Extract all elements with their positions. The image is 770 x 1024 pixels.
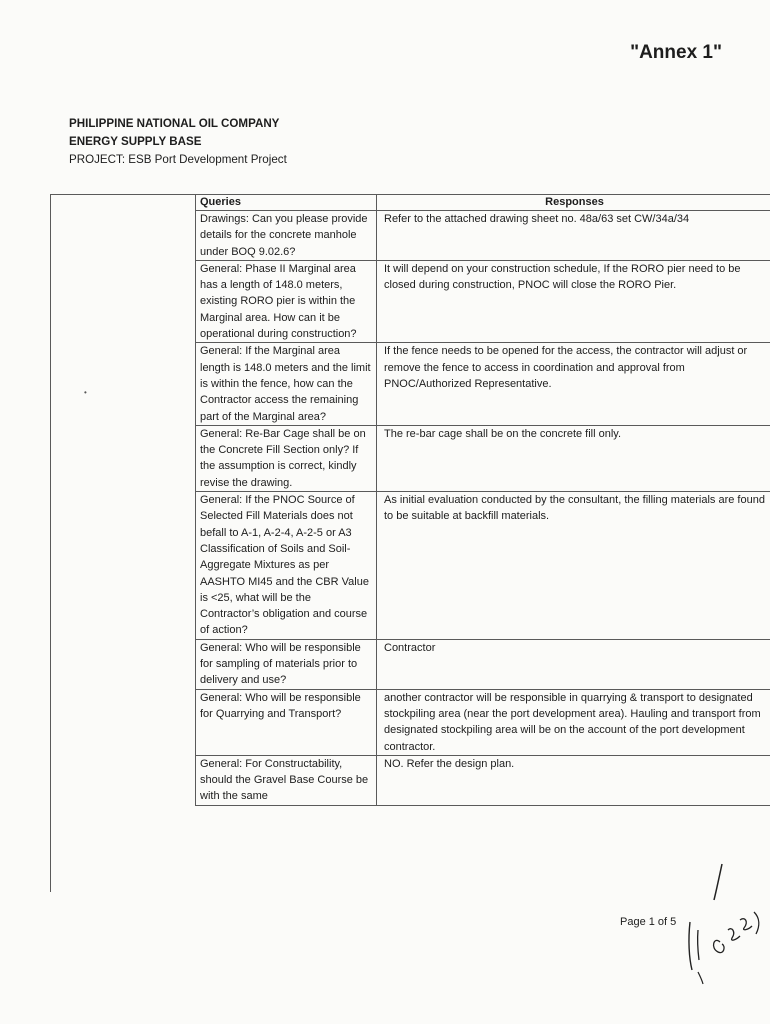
query-cell: General: Who will be responsible for Quarrying and Transport?	[196, 689, 377, 755]
response-cell: another contractor will be responsible in quarrying & transport to designated stockpiling area (near the port development area). Hauling and transport from designated stockpiling area will be on the account of the port development contractor.	[377, 689, 770, 755]
project-name: PROJECT: ESB Port Development Project	[69, 153, 287, 166]
table-row	[196, 689, 770, 755]
query-cell: General: If the Marginal area length is 148.0 meters and the limit is within the fence, how can the Contractor access the remaining part of the Marginal area?	[196, 343, 377, 425]
query-cell: General: Re-Bar Cage shall be on the Concrete Fill Section only? If the assumption is correct, kindly revise the drawing.	[196, 425, 377, 491]
table-row	[196, 492, 770, 640]
table-row	[196, 755, 770, 805]
table-header-row	[196, 195, 770, 211]
response-cell: If the fence needs to be opened for the access, the contractor will adjust or remove the fence to access in coordination and approval from PNOC/Authorized Representative.	[377, 343, 770, 425]
response-cell: Refer to the attached drawing sheet no. 48a/63 set CW/34a/34	[377, 211, 770, 261]
table-row	[196, 211, 770, 261]
scan-mark: •	[84, 388, 87, 397]
document-header	[69, 115, 287, 169]
query-cell: Drawings: Can you please provide details for the concrete manhole under BOQ 9.02.6?	[196, 211, 377, 261]
queries-header: Queries	[196, 195, 377, 211]
query-cell: General: If the PNOC Source of Selected Fill Materials does not befall to A-1, A-2-4, A-2-5 or A3 Classification of Soils and Soil-Aggregate Mixtures as per AASHTO MI45 and the CBR Value is <25, what will be the Contractor’s obligation and course of action?	[196, 492, 377, 640]
queries-table	[195, 194, 770, 806]
annex-label: "Annex 1"	[630, 42, 722, 63]
query-cell: General: Who will be responsible for sampling of materials prior to delivery and use?	[196, 639, 377, 689]
table-row	[196, 343, 770, 425]
query-cell: General: Phase II Marginal area has a length of 148.0 meters, existing RORO pier is within the Marginal area. How can it be operational during construction?	[196, 260, 377, 342]
responses-header: Responses	[377, 195, 770, 211]
response-cell: Contractor	[377, 639, 770, 689]
page-number: Page 1 of 5	[620, 916, 677, 928]
table-row	[196, 425, 770, 491]
handwritten-signature	[670, 860, 765, 985]
response-cell: The re-bar cage shall be on the concrete fill only.	[377, 425, 770, 491]
response-cell: It will depend on your construction schedule, If the RORO pier need to be closed during construction, PNOC will close the RORO Pier.	[377, 260, 770, 342]
unit-name: ENERGY SUPPLY BASE	[69, 135, 202, 148]
company-name: PHILIPPINE NATIONAL OIL COMPANY	[69, 117, 280, 130]
response-cell: NO. Refer the design plan.	[377, 755, 770, 805]
table-row	[196, 260, 770, 342]
query-cell: General: For Constructability, should the Gravel Base Course be with the same	[196, 755, 377, 805]
table-row	[196, 639, 770, 689]
response-cell: As initial evaluation conducted by the consultant, the filling materials are found to be suitable at backfill materials.	[377, 492, 770, 640]
